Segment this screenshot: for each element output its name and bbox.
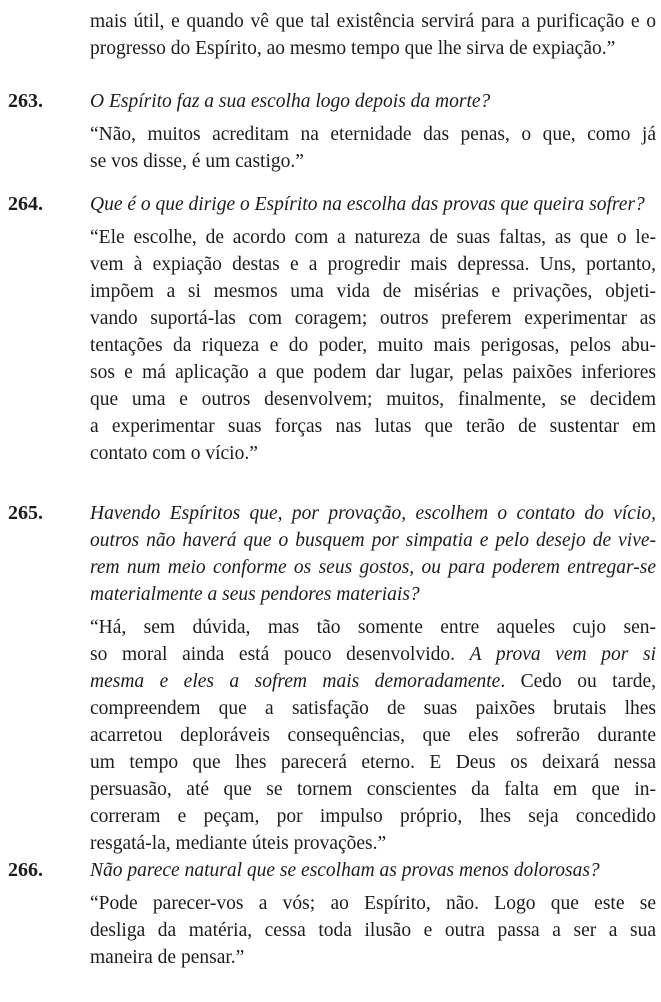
question-number: 263. [8, 90, 43, 112]
answer-text [90, 890, 656, 971]
answer-line: se vos disse, é um castigo.” [90, 151, 304, 172]
answer-line: “Não, muitos acreditam na eternidade das penas, o que, como já [90, 124, 656, 145]
answer-line: a experimentar suas forças nas lutas que terão de sustentar em [90, 416, 656, 437]
answer-line: persuasão, até que se tornem conscientes da falta em que in- [90, 779, 656, 800]
answer-line: impõem a si mesmos uma vida de misérias e privações, objeti- [90, 281, 656, 302]
answer-line: contato com o vício.” [90, 443, 258, 464]
answer-line: resgatá-la, mediante úteis provações.” [90, 833, 387, 854]
question-number: 265. [8, 502, 43, 524]
question-line: materialmente a seus pendores materiais? [90, 584, 420, 605]
question-text [90, 857, 656, 884]
answer-fragment: . Cedo ou tarde, [500, 671, 656, 692]
question-line: Não parece natural que se escolham as provas menos dolorosas? [90, 860, 600, 881]
question-text [90, 88, 656, 115]
answer-line-mixed [90, 668, 656, 695]
answer-line: compreendem que a satisfação de suas paixões brutais lhes [90, 698, 656, 719]
question-number: 264. [8, 193, 43, 215]
question-text [90, 500, 656, 608]
answer-line: maneira de pensar.” [90, 947, 245, 968]
question-number: 266. [8, 859, 43, 881]
answer-line: “Pode parecer-vos a vós; ao Espírito, não. Logo que este se [90, 893, 656, 914]
answer-line: “Ele escolhe, de acordo com a natureza de suas faltas, as que o le- [90, 227, 656, 248]
text-line: progresso do Espírito, ao mesmo tempo que lhe sirva de expiação.” [90, 38, 616, 59]
question-text [90, 191, 656, 218]
answer-emphasis: A prova vem por si [469, 644, 656, 665]
answer-text [90, 614, 656, 857]
continuation-paragraph [90, 8, 656, 62]
answer-line: um tempo que lhes parecerá eterno. E Deus os deixará nessa [90, 752, 656, 773]
question-line: rem num meio conforme os seus gostos, ou para poderem entregar-se [90, 557, 656, 578]
answer-line: sos e má aplicação a que podem dar lugar, pelas paixões inferiores [90, 362, 656, 383]
answer-line: que uma e outros desenvolvem; muitos, finalmente, se decidem [90, 389, 656, 410]
text-line: mais útil, e quando vê que tal existência servirá para a purificação e o [90, 11, 656, 32]
question-line: outros não haverá que o busquem por simpatia e pelo desejo de vive- [90, 530, 656, 551]
answer-line: correram e peçam, por impulso próprio, lhes seja concedido [90, 806, 656, 827]
answer-line: vem à expiação destas e a progredir mais depressa. Uns, portanto, [90, 254, 656, 275]
question-line: Havendo Espíritos que, por provação, escolhem o contato do vício, [90, 503, 656, 524]
answer-text [90, 121, 656, 175]
answer-line: tentações da riqueza e do poder, muito mais perigosas, pelos abu- [90, 335, 656, 356]
answer-line: “Há, sem dúvida, mas tão somente entre aqueles cujo sen- [90, 617, 656, 638]
answer-fragment: so moral ainda está pouco desenvolvido. [90, 644, 470, 665]
answer-emphasis: mesma e eles a sofrem mais demoradamente [90, 671, 501, 692]
answer-line: acarretou deploráveis consequências, que eles sofrerão durante [90, 725, 656, 746]
answer-line: desliga da matéria, cessa toda ilusão e outra passa a ser a sua [90, 920, 656, 941]
question-line: O Espírito faz a sua escolha logo depois da morte? [90, 91, 491, 112]
question-line: Que é o que dirige o Espírito na escolha das provas que queira sofrer? [90, 194, 645, 215]
answer-line-mixed [90, 641, 656, 668]
answer-text [90, 224, 656, 467]
answer-line: vando suportá-las com coragem; outros preferem experimentar as [90, 308, 656, 329]
